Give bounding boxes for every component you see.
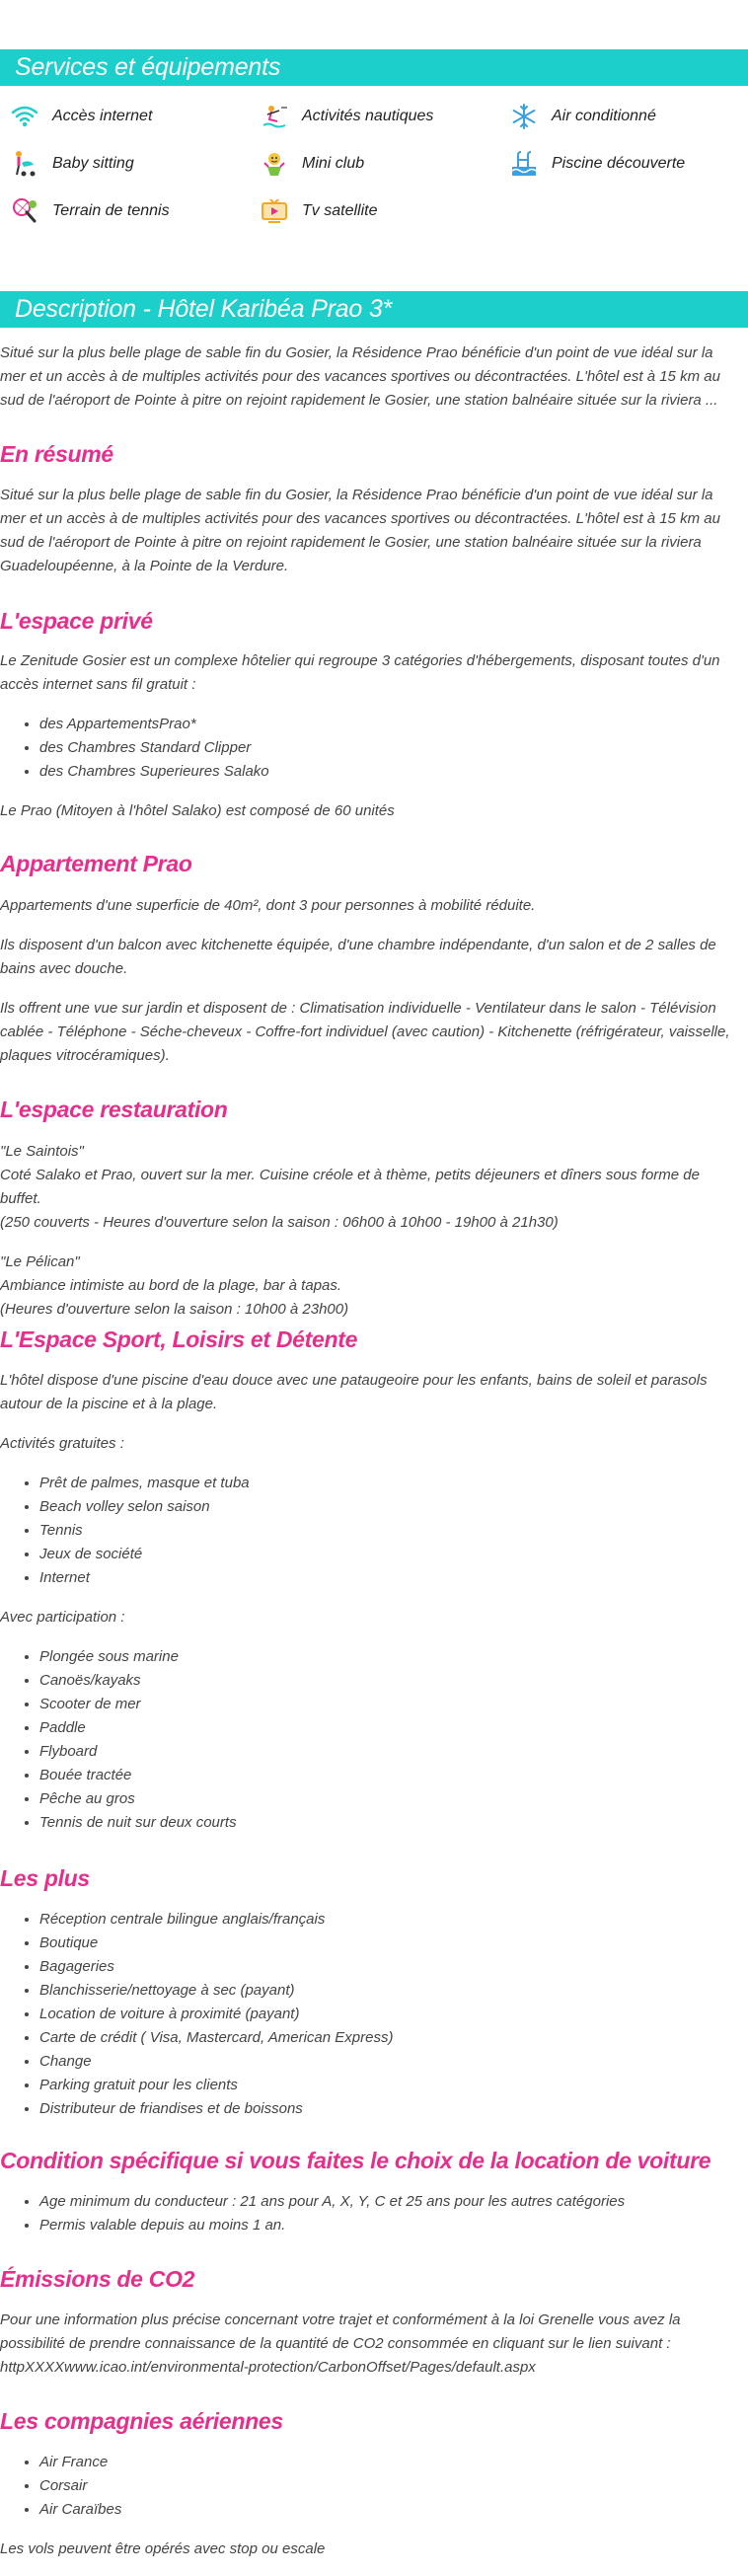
sport-block [0,1369,742,1835]
condition-block [0,2190,742,2237]
list-item: • Age minimum du conducteur : 21 ans pour A, X, Y, C et 25 ans pour les autres catégories [39,2190,742,2214]
amenity-air-conditioning [509,102,656,131]
list-item: • Carte de crédit ( Visa, Mastercard, American Express) [39,2026,742,2050]
list-item: • des Chambres Standard Clipper [39,736,742,760]
list-item: • Permis valable depuis au moins 1 an. [39,2214,742,2237]
resume-heading: En résumé [0,441,113,467]
description-intro-block [0,341,742,413]
water-sports-icon [260,102,289,131]
amenity-label: Tv satellite [302,202,378,219]
amenity-tennis [10,196,170,226]
amenity-label: Accès internet [52,108,153,124]
restaurant-name: "Le Pélican" [0,1253,80,1270]
list-item: • Scooter de mer [39,1693,742,1716]
amenity-internet [10,102,152,131]
list-item: • des AppartementsPrao* [39,713,742,736]
appartement-block [0,894,742,1068]
list-item: • Jeux de société [39,1543,742,1566]
sport-text: L'hôtel dispose d'une piscine d'eau douce avec une pataugeoire pour les enfants, bains de soleil et parasols autour de la piscine et à la plage. [0,1372,708,1412]
snowflake-icon [509,102,539,131]
amenity-label: Baby sitting [52,155,134,172]
amenity-label: Terrain de tennis [52,202,170,219]
amenity-satellite-tv [260,196,377,226]
airlines-note: Les vols peuvent être opérés avec stop ou escale [0,2540,326,2557]
list-item: • Location de voiture à proximité (payant) [39,2003,742,2026]
list-item: • Change [39,2050,742,2074]
restaurant-description: Coté Salako et Prao, ouvert sur la mer. Cuisine créole et à thème, petits déjeuners et dîners sous forme de buffet. [0,1167,700,1207]
amenity-baby-sitting [10,149,134,179]
airlines-list [0,2451,742,2522]
list-item: • Parking gratuit pour les clients [39,2074,742,2097]
amenity-water-sports [260,102,433,131]
list-item: • Distributeur de friandises et de boissons [39,2097,742,2121]
emissions-block [0,2309,742,2380]
free-activities-label: Activités gratuites : [0,1435,124,1452]
amenity-label: Mini club [302,155,365,172]
resume-text: Situé sur la plus belle plage de sable fin du Gosier, la Résidence Prao bénéficie d'un point de vue idéal sur la mer et un accès à de multiples activités pour des vacances sportives ou décontractées. L'hôtel est à 15 km au sud de l'aéroport de Pointe à pitre on rejoint rapidement le Gosier, une station balnéaire située sur la riviera Guadeloupéenne, à la Pointe de la Verdure. [0,487,720,574]
amenity-mini-club [260,149,364,179]
appartement-heading: Appartement Prao [0,851,192,876]
list-item: • Blanchisserie/nettoyage à sec (payant) [39,1979,742,2003]
list-item: • des Chambres Superieures Salako [39,760,742,784]
list-item: • Pêche au gros [39,1787,742,1811]
list-item: • Plongée sous marine [39,1645,742,1669]
tv-icon [260,196,289,226]
list-item: • Bagageries [39,1955,742,1979]
list-item: • Boutique [39,1932,742,1955]
list-item: • Beach volley selon saison [39,1495,742,1519]
wifi-icon [10,102,39,131]
paid-activities-label: Avec participation : [0,1609,125,1626]
restaurant-hours: (250 couverts - Heures d'ouverture selon la saison : 06h00 à 10h00 - 19h00 à 21h30) [0,1214,559,1231]
amenity-pool [509,149,685,179]
list-item: • Bouée tractée [39,1764,742,1787]
condition-heading: Condition spécifique si vous faites le choix de la location de voiture [0,2148,711,2173]
compagnies-block [0,2451,742,2561]
restaurant-name: "Le Saintois" [0,1143,84,1160]
sport-heading: L'Espace Sport, Loisirs et Détente [0,1326,358,1352]
restauration-heading: L'espace restauration [0,1097,228,1122]
list-item: • Tennis [39,1519,742,1543]
baby-stroller-icon [10,149,39,179]
compagnies-heading: Les compagnies aériennes [0,2408,283,2434]
emissions-heading: Émissions de CO2 [0,2266,195,2292]
list-item: • Tennis de nuit sur deux courts [39,1811,742,1835]
list-item: • Air Caraïbes [39,2498,742,2522]
paid-activities-list [0,1645,742,1835]
prive-note: Le Prao (Mitoyen à l'hôtel Salako) est composé de 60 unités [0,802,395,819]
description-header: Description - Hôtel Karibéa Prao 3* [0,291,748,328]
services-header: Services et équipements [0,49,748,86]
list-item: • Flyboard [39,1740,742,1764]
plus-heading: Les plus [0,1865,90,1891]
description-intro: Situé sur la plus belle plage de sable fin du Gosier, la Résidence Prao bénéficie d'un point de vue idéal sur la mer et un accès à de multiples activités pour des vacances sportives ou décontractées. L'hôtel est à 15 km au sud de l'aéroport de Pointe à pitre on rejoint rapidement le Gosier, une station balnéaire située sur la riviera ... [0,344,720,409]
appartement-p3: Ils offrent une vue sur jardin et disposent de : Climatisation individuelle - Ventilateur dans le salon - Télévision cablée - Téléphone - Séche-cheveux - Coffre-fort individuel (avec caution) - Kitchenette (réfrigérateur, vaisselle, plaques vitrocéramiques). [0,1000,730,1064]
amenity-label: Activités nautiques [302,108,434,124]
plus-block [0,1908,742,2121]
prive-text: Le Zenitude Gosier est un complexe hôtelier qui regroupe 3 catégories d'hébergements, disposant toutes d'un accès internet sans fil gratuit : [0,652,720,693]
prive-block [0,649,742,823]
list-item: • Internet [39,1566,742,1590]
amenity-label: Air conditionné [552,108,656,124]
emissions-text: Pour une information plus précise concernant votre trajet et conformément à la loi Grenelle vous avez la possibilité de prendre connaissance de la quantité de CO2 consommée en cliquant sur le lien suivant : httpXXXXwww.icao.int/environmental-protection/CarbonOffset/Pages/default.aspx [0,2311,681,2376]
pool-icon [509,149,539,179]
list-item: • Paddle [39,1716,742,1740]
resume-block [0,484,742,578]
list-item: • Prêt de palmes, masque et tuba [39,1472,742,1495]
restaurant-hours: (Heures d'ouverture selon la saison : 10h00 à 23h00) [0,1301,349,1318]
list-item: • Canoës/kayaks [39,1669,742,1693]
list-item: • Air France [39,2451,742,2474]
free-activities-list [0,1472,742,1590]
appartement-p2: Ils disposent d'un balcon avec kitchenette équipée, d'une chambre indépendante, d'un salon et de 2 salles de bains avec douche. [0,937,716,977]
list-item: • Réception centrale bilingue anglais/français [39,1908,742,1932]
condition-list [0,2190,742,2237]
restaurant-description: Ambiance intimiste au bord de la plage, bar à tapas. [0,1277,342,1294]
appartement-p1: Appartements d'une superficie de 40m², dont 3 pour personnes à mobilité réduite. [0,897,536,914]
prive-list [0,713,742,784]
plus-list [0,1908,742,2121]
tennis-icon [10,196,39,226]
kids-club-icon [260,149,289,179]
restauration-block [0,1140,742,1322]
prive-heading: L'espace privé [0,608,153,634]
amenity-label: Piscine découverte [552,155,686,172]
list-item: • Corsair [39,2474,742,2498]
